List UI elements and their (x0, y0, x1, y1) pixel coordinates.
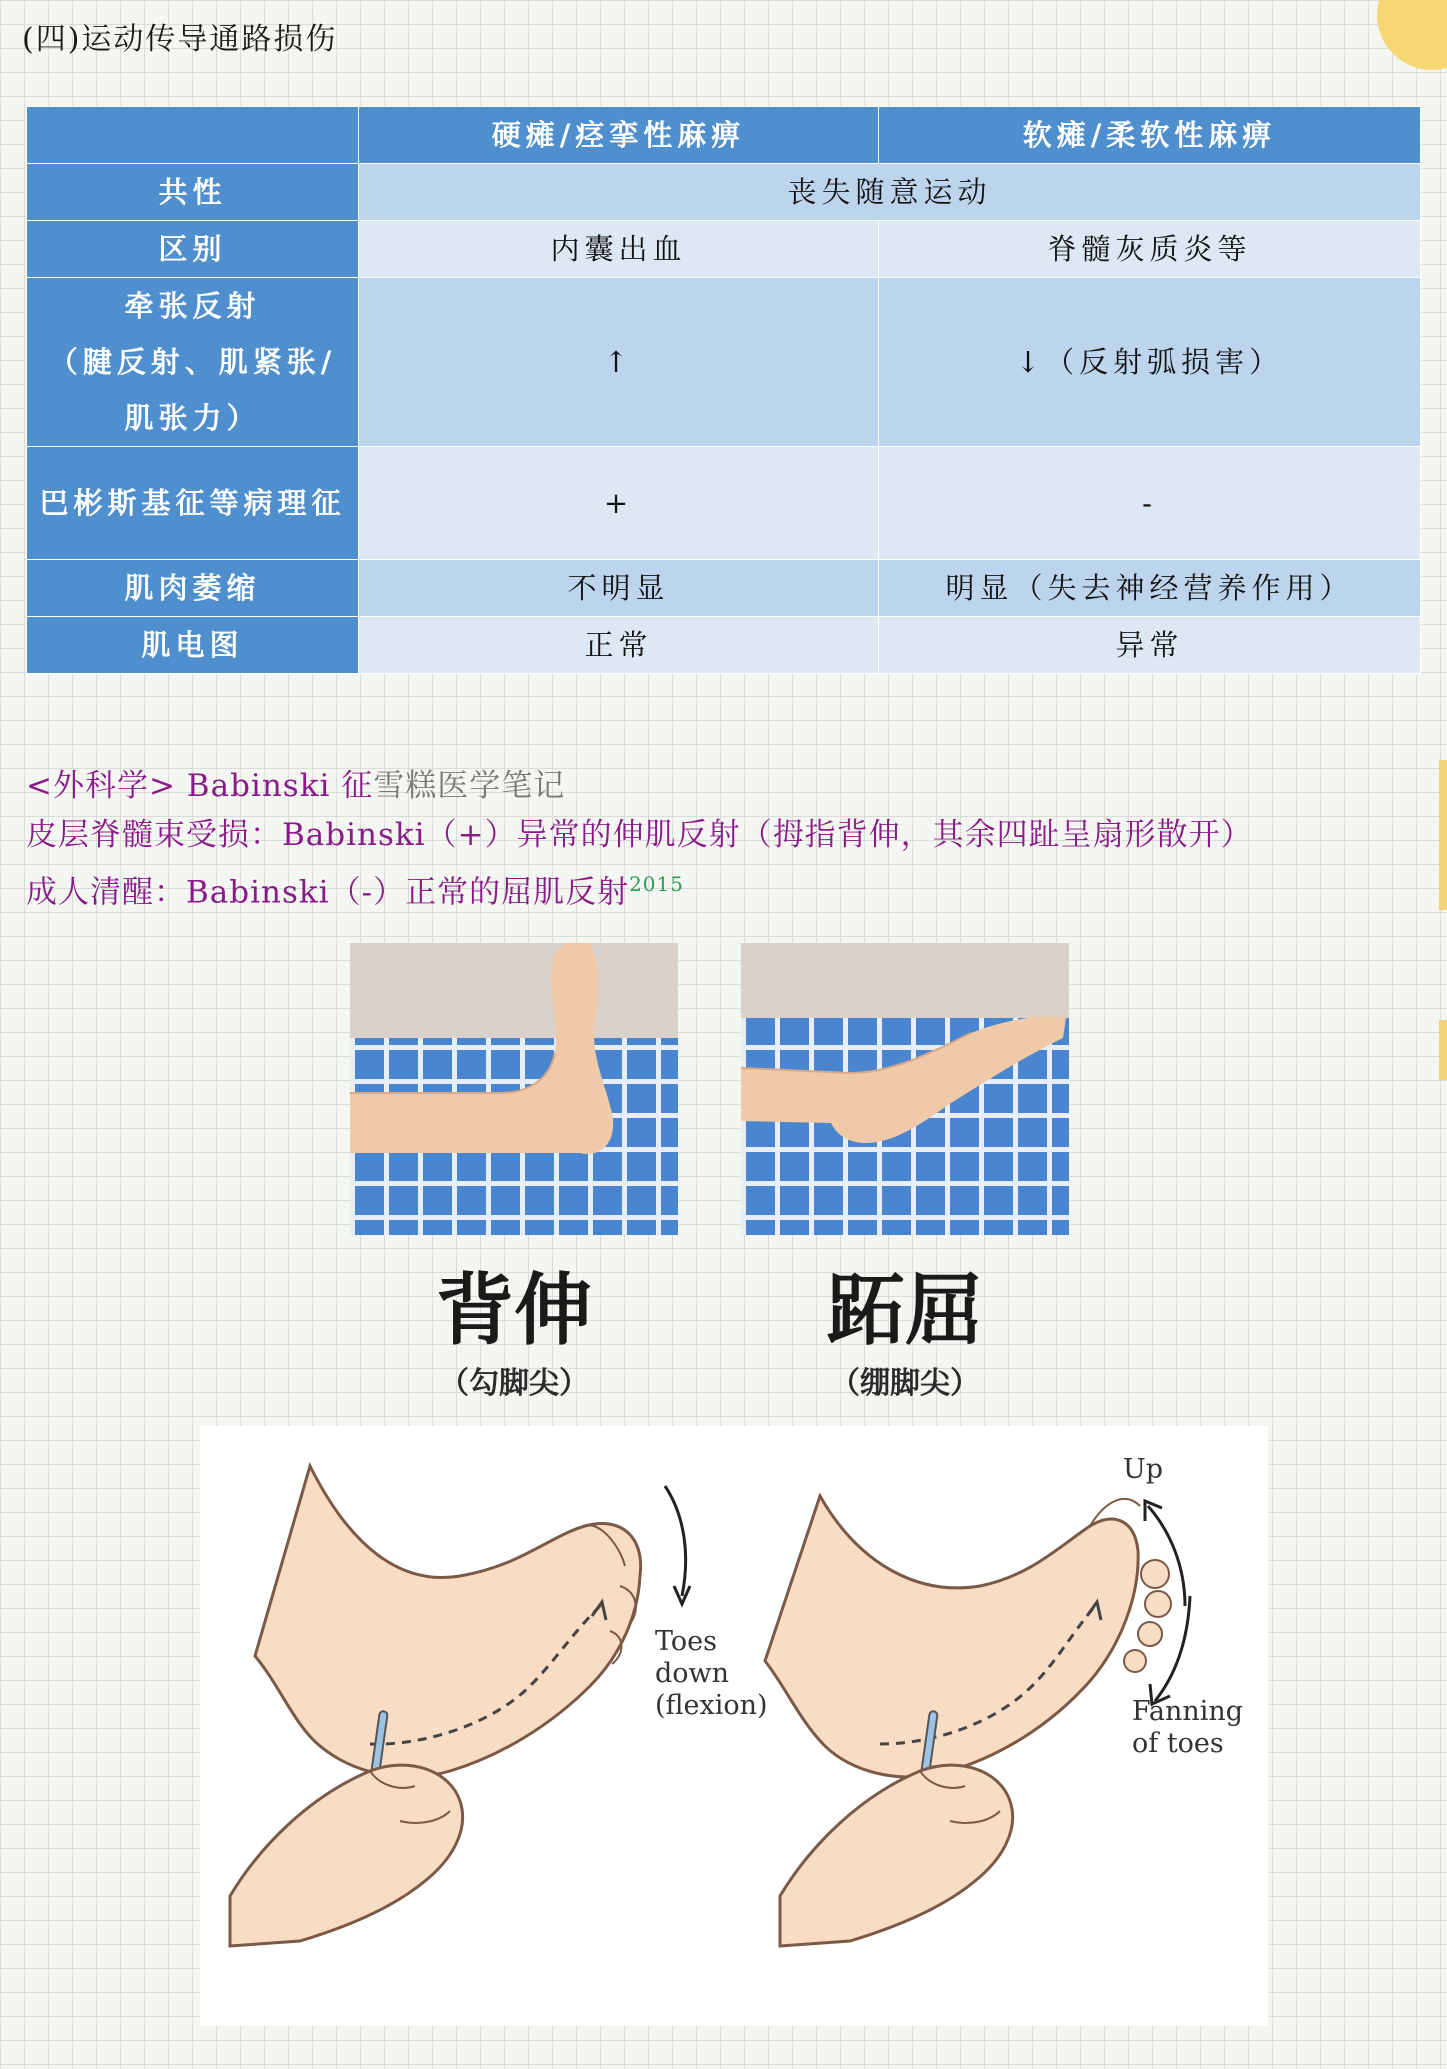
dorsiflexion-subcaption: （勾脚尖） (439, 1366, 589, 1401)
table-row (27, 221, 1421, 278)
plantarflexion-photo (741, 943, 1069, 1235)
table-cell: 内囊出血 (359, 221, 879, 278)
note-negative (26, 860, 1253, 917)
comparison-table (26, 106, 1421, 674)
table-header-cell (27, 107, 359, 164)
babinski-notes (26, 762, 1253, 917)
table-row (27, 617, 1421, 674)
dorsiflexion-photo (350, 943, 678, 1235)
dorsiflexion-caption: 背伸 (435, 1266, 592, 1356)
babinski-illustration (200, 1426, 1268, 2026)
corner-decoration (1377, 0, 1447, 70)
table-row (27, 560, 1421, 617)
note-heading (26, 762, 1253, 811)
table-cell: 不明显 (359, 560, 879, 617)
up-label: Up (1123, 1454, 1164, 1485)
table-row (27, 447, 1421, 560)
table-cell: - (879, 447, 1421, 560)
note-negative-text: 成人清醒：Babinski（-）正常的屈肌反射 (26, 874, 630, 911)
table-cell: 脊髓灰质炎等 (879, 221, 1421, 278)
table-row (27, 278, 1421, 447)
table-header-cell: 软瘫/柔软性麻痹 (879, 107, 1421, 164)
row-header: 牵张反射 （腱反射、肌紧张/肌张力） (27, 278, 359, 447)
page-title: (四)运动传导通路损伤 (22, 22, 338, 57)
table-cell: 丧失随意运动 (359, 164, 1421, 221)
plantarflexion-caption: 跖屈 (826, 1266, 983, 1356)
note-positive: 皮层脊髓束受损：Babinski（+）异常的伸肌反射（拇指背伸，其余四趾呈扇形散开） (26, 817, 1253, 853)
table-cell: 明显（失去神经营养作用） (879, 560, 1421, 617)
side-decoration (1439, 1020, 1447, 1080)
note-watermark: 雪糕医学笔记 (373, 768, 566, 804)
table-header-row (27, 107, 1421, 164)
row-header: 区别 (27, 221, 359, 278)
table-cell: ↓（反射弧损害） (879, 278, 1421, 447)
table-cell: 正常 (359, 617, 879, 674)
fanning-label: Fanning of toes (1132, 1696, 1244, 1759)
table-header-cell: 硬瘫/痉挛性麻痹 (359, 107, 879, 164)
normal-foot (230, 1466, 690, 1946)
row-header: 共性 (27, 164, 359, 221)
babinski-drawing (200, 1426, 1268, 2026)
note-source: <外科学> Babinski 征 (26, 768, 374, 804)
table-cell: 异常 (879, 617, 1421, 674)
babinski-positive-foot (765, 1496, 1190, 1946)
row-header: 巴彬斯基征等病理征 (27, 447, 359, 560)
table-cell: ↑ (359, 278, 879, 447)
note-year: 2015 (629, 872, 684, 896)
table-cell: + (359, 447, 879, 560)
toes-down-label: Toes down (flexion) (655, 1626, 768, 1721)
row-header: 肌肉萎缩 (27, 560, 359, 617)
plantarflexion-subcaption: （绷脚尖） (830, 1366, 980, 1401)
side-decoration (1439, 760, 1447, 910)
table-row (27, 164, 1421, 221)
row-header: 肌电图 (27, 617, 359, 674)
